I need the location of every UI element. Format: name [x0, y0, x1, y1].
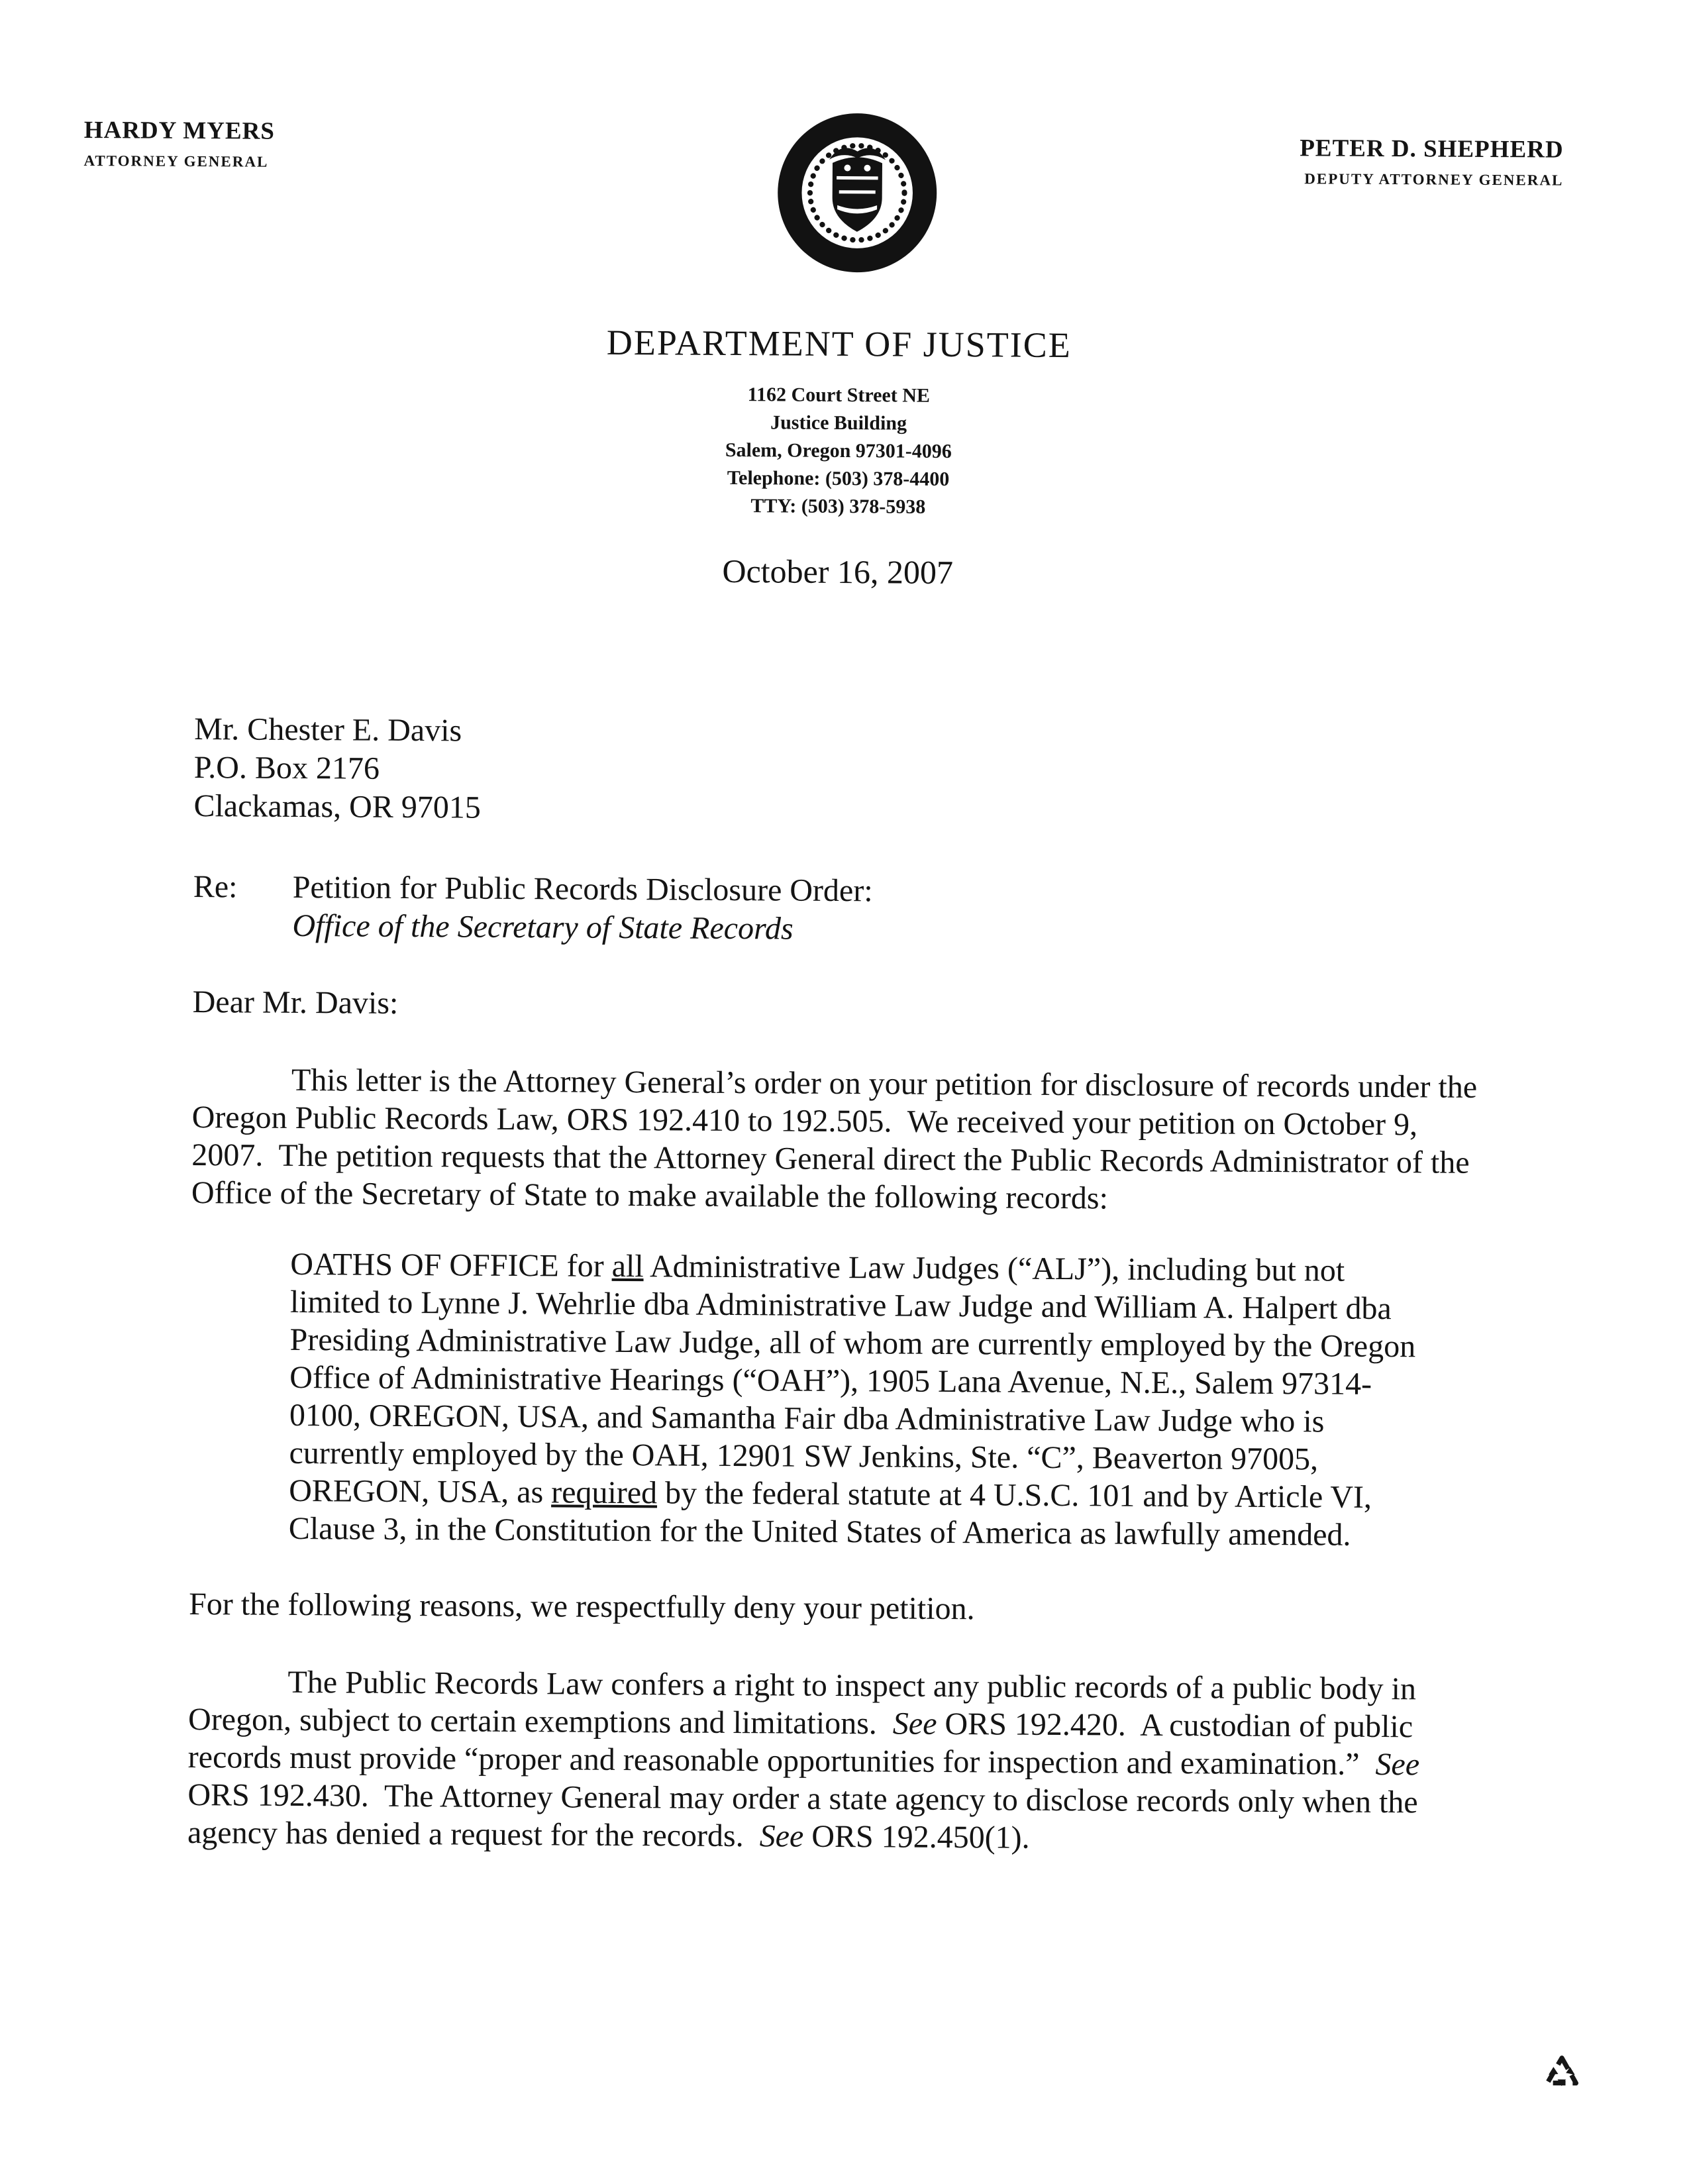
oregon-doj-seal-icon — [774, 109, 941, 276]
subject-line-1: Petition for Public Records Disclosure Order: — [292, 869, 873, 909]
department-title: DEPARTMENT OF JUSTICE — [606, 322, 1072, 366]
letterhead-right — [1300, 134, 1564, 189]
letterhead-left — [83, 116, 275, 171]
paragraph-denial: For the following reasons, we respectfully deny your petition. — [189, 1586, 975, 1627]
paragraph-intro: This letter is the Attorney General’s order on your petition for disclosure of records under the Oregon Public Records Law, ORS 192.410 to 192.505. We received your petition on October 9, 2007. The petition requests that the Attorney General direct the Public Records Administrator of the Office of the Secretary of State to make available the following records: — [191, 1062, 1486, 1216]
address-line: Salem, Oregon 97301-4096 — [725, 439, 952, 463]
letter-date: October 16, 2007 — [722, 552, 954, 592]
re-label: Re: — [193, 869, 238, 905]
address-line: TTY: (503) 378-5938 — [750, 495, 926, 518]
subject-block — [193, 868, 1485, 953]
recycle-icon — [1544, 2054, 1580, 2087]
attorney-general-title: ATTORNEY GENERAL — [83, 152, 269, 170]
recipient-po-box: P.O. Box 2176 — [193, 750, 380, 786]
paragraph-law-summary: The Public Records Law confers a right to inspect any public records of a public body in Oregon, subject to certain exemptions and limitations. See ORS 192.420. A custodian of public records must provide “proper and reasonable opportunities for inspection and examination.” See ORS 192.430. The Attorney General may order a state agency to disclose records only when the agency has denied a request for the records. See ORS 192.450(1). — [187, 1664, 1428, 1855]
subject-text — [292, 868, 873, 949]
address-line: Telephone: (503) 378-4400 — [727, 466, 950, 490]
letter-body — [187, 710, 1486, 1859]
address-line: Justice Building — [770, 411, 907, 435]
deputy-attorney-general-name: PETER D. SHEPHERD — [1300, 134, 1564, 164]
salutation: Dear Mr. Davis: — [192, 984, 399, 1021]
letterhead-center — [0, 318, 1680, 596]
subject-line-2: Office of the Secretary of State Records — [292, 908, 793, 947]
address-block — [0, 376, 1680, 526]
records-request-blockquote: OATHS OF OFFICE for all Administrative Law Judges (“ALJ”), including but not limited to Lynne J. Wehrlie dba Administrative Law Judge and William A. Halpert dba Presiding Administrative Law Judge, all of whom are currently employed by the Oregon Office of Administrative Hearings (“OAH”), 1905 Lana Avenue, N.E., Salem 97314-0100, OREGON, USA, and Samantha Fair dba Administrative Law Judge who is currently employed by the OAH, 12901 SW Jenkins, Ste. “C”, Beaverton 97005, OREGON, USA, as required by the federal statute at 4 U.S.C. 101 and by Article VI, Clause 3, in the Constitution for the United States of America as lawfully amended. — [288, 1246, 1424, 1553]
recipient-name: Mr. Chester E. Davis — [194, 711, 462, 749]
recipient-address — [193, 710, 1486, 833]
attorney-general-name: HARDY MYERS — [83, 116, 276, 145]
recipient-city-state-zip: Clackamas, OR 97015 — [193, 788, 481, 825]
deputy-attorney-general-title: DEPUTY ATTORNEY GENERAL — [1304, 170, 1564, 189]
address-line: 1162 Court Street NE — [747, 384, 931, 407]
